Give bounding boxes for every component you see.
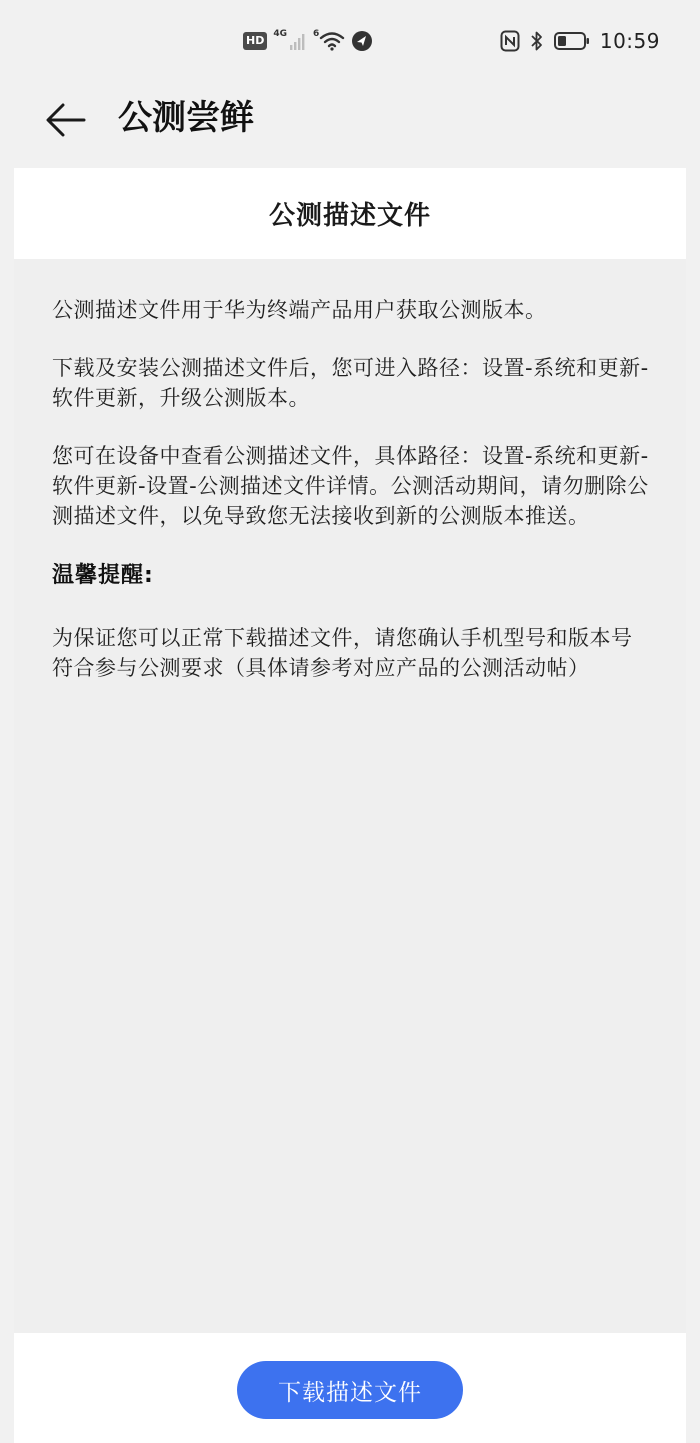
clock: 10:59 xyxy=(599,29,660,53)
bluetooth-icon xyxy=(530,30,544,52)
description-content xyxy=(52,295,652,711)
wifi-standard-label: 6 xyxy=(313,29,320,39)
vpn-icon xyxy=(351,30,373,52)
bottom-bar xyxy=(14,1333,686,1443)
status-bar xyxy=(0,0,700,84)
network-type-label: 4G xyxy=(273,29,287,39)
app-header xyxy=(0,84,700,168)
description-paragraph: 您可在设备中查看公测描述文件，具体路径：设置-系统和更新-软件更新-设置-公测描述文件详情。公测活动期间，请勿删除公测描述文件，以免导致您无法接收到新的公测版本推送。 xyxy=(52,444,649,528)
wifi-icon xyxy=(319,31,345,51)
back-button[interactable] xyxy=(40,98,92,142)
description-paragraph: 公测描述文件用于华为终端产品用户获取公测版本。 xyxy=(52,298,547,322)
description-paragraph: 下载及安装公测描述文件后，您可进入路径：设置-系统和更新-软件更新，升级公测版本。 xyxy=(52,356,649,410)
tip-title: 温馨提醒: xyxy=(52,563,154,588)
tip-text: 为保证您可以正常下载描述文件，请您确认手机型号和版本号符合参与公测要求（具体请参考对应产品的公测活动帖） xyxy=(52,626,633,680)
nfc-icon xyxy=(500,30,520,52)
status-indicators xyxy=(243,29,373,53)
card-title: 公测描述文件 xyxy=(268,201,431,231)
battery-icon xyxy=(554,31,590,51)
download-profile-button[interactable]: 下载描述文件 xyxy=(237,1361,463,1419)
status-right xyxy=(500,26,660,56)
card-header xyxy=(14,168,686,259)
description-panel[interactable] xyxy=(14,259,686,1333)
arrow-left-icon xyxy=(46,103,86,137)
hd-icon: HD xyxy=(243,32,267,50)
page-title: 公测尝鲜 xyxy=(118,98,254,138)
signal-icon xyxy=(289,31,307,51)
